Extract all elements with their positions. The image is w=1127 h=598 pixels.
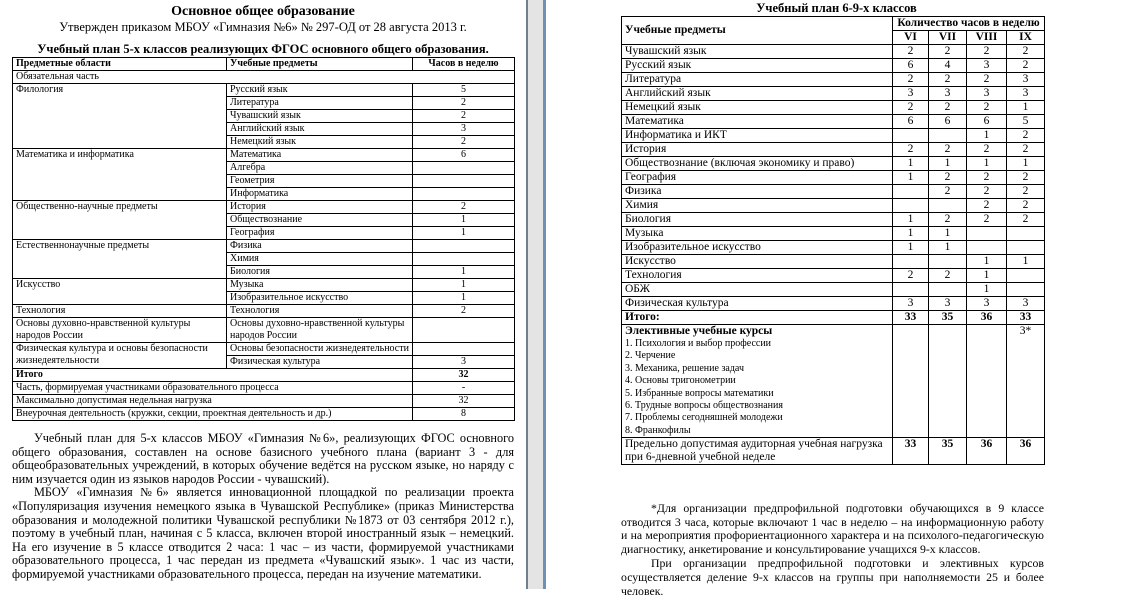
hours-value: 6 [413, 149, 515, 162]
subject-area: Технология [13, 305, 227, 318]
hours-value [413, 240, 515, 253]
hours-value: 2 [929, 269, 967, 283]
subject-area: Физическая культура и основы безопасности жизнедеятельности [13, 343, 227, 369]
hours-value: 2 [1007, 59, 1045, 73]
hours-value: 3 [967, 297, 1007, 311]
hours-value: 3 [929, 87, 967, 101]
subject-name: Литература [622, 73, 893, 87]
hours-value: 2 [929, 101, 967, 115]
table-row [622, 199, 1045, 213]
mandatory-row [13, 71, 515, 84]
total-row [622, 311, 1045, 325]
hours-value: 3 [413, 356, 515, 369]
right-page [546, 0, 1127, 598]
hours-value: 2 [967, 213, 1007, 227]
hours-value: 3 [1007, 87, 1045, 101]
table-row [622, 269, 1045, 283]
grade-header: VIII [967, 31, 1007, 45]
hours-value: 1 [893, 241, 929, 255]
hours-value [413, 318, 515, 343]
hours-value: 1 [413, 227, 515, 240]
hours-value: 6 [893, 115, 929, 129]
hours-value: 2 [413, 110, 515, 123]
subject-area: Общественно-научные предметы [13, 201, 227, 240]
hours-value: 1 [893, 171, 929, 185]
elective-item: 6. Трудные вопросы обществознания [625, 400, 783, 412]
subject-area: Основы духовно-нравственной культуры народов России [13, 318, 227, 343]
subject-name: Физическая культура [227, 356, 413, 369]
hours-value [967, 241, 1007, 255]
hours-value: 1 [967, 255, 1007, 269]
elective-item: 4. Основы тригонометрии [625, 375, 736, 387]
hours-value [413, 343, 515, 356]
header-hours: Количество часов в неделю [893, 17, 1045, 31]
hours-value: 6 [893, 59, 929, 73]
hours-value: 2 [967, 185, 1007, 199]
hours-value: 1 [893, 213, 929, 227]
hours-value: 3 [929, 297, 967, 311]
paragraph: *Для организации предпрофильной подготовки обучающихся в 9 классе отводится 3 часа, которые включают 1 час в неделю – на информационную работу и на мероприятия профориентационного характера и на психолого-педагогическую диагностику, анкетирование и консультирование учащихся 9-х классов. [621, 501, 1044, 556]
hours-value: 3 [1007, 297, 1045, 311]
subject-name: Биология [227, 266, 413, 279]
hours-value: 1 [893, 227, 929, 241]
hours-value [1007, 241, 1045, 255]
hours-value: 1 [967, 129, 1007, 143]
hours-value: 2 [967, 143, 1007, 157]
hours-value: 1 [1007, 157, 1045, 171]
table-row [622, 171, 1045, 185]
total-value: 35 [929, 311, 967, 325]
hours-value: 1 [967, 157, 1007, 171]
hours-value: 1 [929, 157, 967, 171]
subject-name: Биология [622, 213, 893, 227]
hours-value: 2 [929, 171, 967, 185]
summary-row [13, 408, 515, 421]
hours-value: 1 [1007, 255, 1045, 269]
electives-value: 3* [1007, 325, 1045, 438]
table-row [622, 143, 1045, 157]
hours-value [893, 255, 929, 269]
hours-value: 1 [929, 227, 967, 241]
table-header-row [13, 58, 515, 71]
header-area: Предметные области [13, 58, 227, 71]
hours-value [413, 253, 515, 266]
table-row [622, 87, 1045, 101]
total-value: 32 [413, 369, 515, 382]
table-row [13, 343, 515, 356]
hours-value [893, 283, 929, 297]
table-row [622, 59, 1045, 73]
subject-area: Искусство [13, 279, 227, 305]
table-row [13, 201, 515, 214]
subject-name: Изобразительное искусство [622, 241, 893, 255]
hours-value: 3 [1007, 73, 1045, 87]
table-row [13, 84, 515, 97]
hours-value: 6 [967, 115, 1007, 129]
left-page [0, 0, 526, 589]
max-load-value: 36 [967, 438, 1007, 465]
subject-name: Чувашский язык [622, 45, 893, 59]
page-title: Основное общее образование [171, 4, 355, 19]
hours-value: 3 [413, 123, 515, 136]
electives-value [893, 325, 929, 438]
subject-name: Геометрия [227, 175, 413, 188]
hours-value: 1 [1007, 101, 1045, 115]
table-row [622, 283, 1045, 297]
hours-value: 3 [967, 87, 1007, 101]
hours-value: 1 [413, 279, 515, 292]
subject-name: Музыка [622, 227, 893, 241]
hours-value: 2 [1007, 143, 1045, 157]
hours-value: 2 [929, 143, 967, 157]
subject-name: Технология [622, 269, 893, 283]
page-gutter [526, 0, 546, 589]
subject-name: История [227, 201, 413, 214]
header-subject: Учебные предметы [227, 58, 413, 71]
total-label: Итого: [622, 311, 893, 325]
grades6-9-curriculum-table [621, 16, 1045, 465]
subject-area: Математика и информатика [13, 149, 227, 201]
table-row [13, 149, 515, 162]
header-hours: Часов в неделю [413, 58, 515, 71]
hours-value: 5 [413, 84, 515, 97]
hours-value: 2 [967, 73, 1007, 87]
hours-value: 3 [893, 87, 929, 101]
hours-value: 6 [929, 115, 967, 129]
subject-name: Обществознание [227, 214, 413, 227]
max-load-value: 35 [929, 438, 967, 465]
grades6-9-table-heading: Учебный план 6-9-х классов [756, 1, 917, 15]
hours-value [1007, 269, 1045, 283]
hours-value [413, 175, 515, 188]
electives-title: Элективные учебные курсы [625, 325, 773, 337]
subject-name: Химия [622, 199, 893, 213]
hours-value: 1 [413, 292, 515, 305]
hours-value [413, 162, 515, 175]
subject-name: Алгебра [227, 162, 413, 175]
grade5-curriculum-table [12, 57, 515, 421]
subject-name: География [227, 227, 413, 240]
hours-value: 2 [1007, 171, 1045, 185]
electives-value [967, 325, 1007, 438]
hours-value: 2 [929, 73, 967, 87]
hours-value: 2 [413, 201, 515, 214]
hours-value [893, 199, 929, 213]
total-label: Итого [13, 369, 413, 382]
hours-value: 2 [893, 73, 929, 87]
max-load-label: Предельно допустимая аудиторная учебная нагрузка при 6-дневной учебной неделе [622, 438, 893, 465]
grade-header: VI [893, 31, 929, 45]
subject-name: Информатика [227, 188, 413, 201]
table-row [622, 241, 1045, 255]
header-subject: Учебные предметы [622, 17, 893, 45]
hours-value [1007, 283, 1045, 297]
grade5-table-heading: Учебный план 5-х классов реализующих ФГОС основного общего образования. [37, 42, 489, 56]
summary-label: Максимально допустимая недельная нагрузка [13, 395, 413, 408]
hours-value: 2 [967, 171, 1007, 185]
total-value: 33 [893, 311, 929, 325]
hours-value: 1 [413, 266, 515, 279]
subject-name: Чувашский язык [227, 110, 413, 123]
summary-label: Часть, формируемая участниками образовательного процесса [13, 382, 413, 395]
subject-area: Естественнонаучные предметы [13, 240, 227, 279]
subject-name: Искусство [622, 255, 893, 269]
subject-name: Изобразительное искусство [227, 292, 413, 305]
hours-value: 2 [413, 305, 515, 318]
subject-area: Филология [13, 84, 227, 149]
hours-value: 2 [929, 185, 967, 199]
hours-value [929, 199, 967, 213]
summary-value: 8 [413, 408, 515, 421]
summary-value: 32 [413, 395, 515, 408]
subject-name: История [622, 143, 893, 157]
subject-name: ОБЖ [622, 283, 893, 297]
hours-value [929, 283, 967, 297]
hours-value: 2 [967, 101, 1007, 115]
hours-value: 2 [893, 101, 929, 115]
table-row [622, 115, 1045, 129]
paragraph: МБОУ «Гимназия №6» является инновационной площадкой по реализации проекта «Популяризация изучения немецкого языка в Чувашской Республике» (приказ Министерства образования и молодежной политики Чувашской республики №1873 от 03 сентября 2012 г.), поэтому в учебный план, начиная с 5 класса, включен второй иностранный язык – немецкий. На его изучение в 5 классе отводится 2 часа: 1 час – из части, формируемой участниками образовательного процесса, 1 час передан из предмета «Чувашский язык». 1 час из части, формируемой участниками образовательного процесса, передан на изучение математики. [12, 485, 514, 581]
hours-value: 1 [967, 269, 1007, 283]
table-row [622, 227, 1045, 241]
electives-value [929, 325, 967, 438]
table-row [13, 240, 515, 253]
total-row [13, 369, 515, 382]
hours-value: 4 [929, 59, 967, 73]
hours-value: 2 [967, 45, 1007, 59]
subject-name: Английский язык [622, 87, 893, 101]
hours-value: 3 [893, 297, 929, 311]
total-value: 36 [967, 311, 1007, 325]
subject-name: Немецкий язык [622, 101, 893, 115]
summary-value: - [413, 382, 515, 395]
hours-value: 1 [893, 157, 929, 171]
page-edge [526, 0, 528, 589]
table-row [622, 157, 1045, 171]
elective-item: 2. Черчение [625, 350, 676, 362]
subject-name: Основы духовно-нравственной культуры народов России [227, 318, 413, 343]
summary-row [13, 382, 515, 395]
hours-value [929, 255, 967, 269]
hours-value: 5 [1007, 115, 1045, 129]
total-value: 33 [1007, 311, 1045, 325]
table-row [13, 318, 515, 343]
subject-name: Русский язык [622, 59, 893, 73]
elective-item: 5. Избранные вопросы математики [625, 387, 774, 399]
hours-value [967, 227, 1007, 241]
max-load-row [622, 438, 1045, 465]
table-row [622, 129, 1045, 143]
hours-value [413, 188, 515, 201]
hours-value [893, 185, 929, 199]
grade5-description [12, 432, 514, 582]
elective-item: 8. Франкофилы [625, 424, 691, 436]
subject-name: Информатика и ИКТ [622, 129, 893, 143]
table-row [622, 255, 1045, 269]
hours-value: 2 [1007, 129, 1045, 143]
subject-name: Физическая культура [622, 297, 893, 311]
elective-item: 7. Проблемы сегодняшней молодежи [625, 412, 783, 424]
hours-value [1007, 227, 1045, 241]
hours-value: 2 [413, 97, 515, 110]
approval-note: Утвержден приказом МБОУ «Гимназия №6» № 297-ОД от 28 августа 2013 г. [59, 20, 467, 34]
table-row [622, 45, 1045, 59]
table-row [622, 213, 1045, 227]
table-row [622, 297, 1045, 311]
subject-name: Химия [227, 253, 413, 266]
hours-value: 2 [1007, 199, 1045, 213]
hours-value: 2 [1007, 185, 1045, 199]
hours-value [929, 129, 967, 143]
hours-value: 2 [893, 45, 929, 59]
hours-value: 2 [413, 136, 515, 149]
hours-value: 2 [967, 199, 1007, 213]
mandatory-label: Обязательная часть [13, 71, 515, 84]
subject-name: Русский язык [227, 84, 413, 97]
table-row [13, 305, 515, 318]
subject-name: География [622, 171, 893, 185]
subject-name: Технология [227, 305, 413, 318]
hours-value: 2 [893, 143, 929, 157]
grade-header: VII [929, 31, 967, 45]
hours-value: 2 [1007, 45, 1045, 59]
subject-name: Английский язык [227, 123, 413, 136]
elective-item: 1. Психология и выбор профессии [625, 338, 772, 349]
summary-label: Внеурочная деятельность (кружки, секции, проектная деятельность и др.) [13, 408, 413, 421]
paragraph: При организации предпрофильной подготовки и элективных курсов осуществляется деление 9-х классов на группы при наполняемости 25 и более человек. [621, 556, 1044, 598]
electives-cell [622, 325, 893, 438]
max-load-value: 33 [893, 438, 929, 465]
table-header-row [622, 17, 1045, 31]
subject-name: Музыка [227, 279, 413, 292]
hours-value [893, 129, 929, 143]
subject-name: Физика [622, 185, 893, 199]
subject-name: Математика [622, 115, 893, 129]
paragraph: Учебный план для 5-х классов МБОУ «Гимназия №6», реализующих ФГОС основного общего образования, составлен на основе базисного учебного плана (вариант 3 - для общеобразовательных учреждений, в которых обучение ведётся на русском языке, но наряду с ним изучается один из языков народов России - чувашский). [12, 431, 514, 486]
hours-value: 2 [1007, 213, 1045, 227]
summary-row [13, 395, 515, 408]
subject-name: Физика [227, 240, 413, 253]
grade-header: IX [1007, 31, 1045, 45]
subject-name: Математика [227, 149, 413, 162]
table-row [622, 185, 1045, 199]
hours-value: 1 [929, 241, 967, 255]
electives-row [622, 325, 1045, 438]
table-row [622, 73, 1045, 87]
hours-value: 3 [967, 59, 1007, 73]
preprofile-note [621, 502, 1044, 598]
hours-value: 2 [929, 45, 967, 59]
hours-value: 2 [929, 213, 967, 227]
subject-name: Обществознание (включая экономику и право) [622, 157, 893, 171]
max-load-value: 36 [1007, 438, 1045, 465]
hours-value: 1 [967, 283, 1007, 297]
table-row [13, 279, 515, 292]
subject-name: Литература [227, 97, 413, 110]
hours-value: 2 [893, 269, 929, 283]
hours-value: 1 [413, 214, 515, 227]
subject-name: Основы безопасности жизнедеятельности [227, 343, 413, 356]
table-row [622, 101, 1045, 115]
subject-name: Немецкий язык [227, 136, 413, 149]
elective-item: 3. Механика, решение задач [625, 362, 744, 374]
